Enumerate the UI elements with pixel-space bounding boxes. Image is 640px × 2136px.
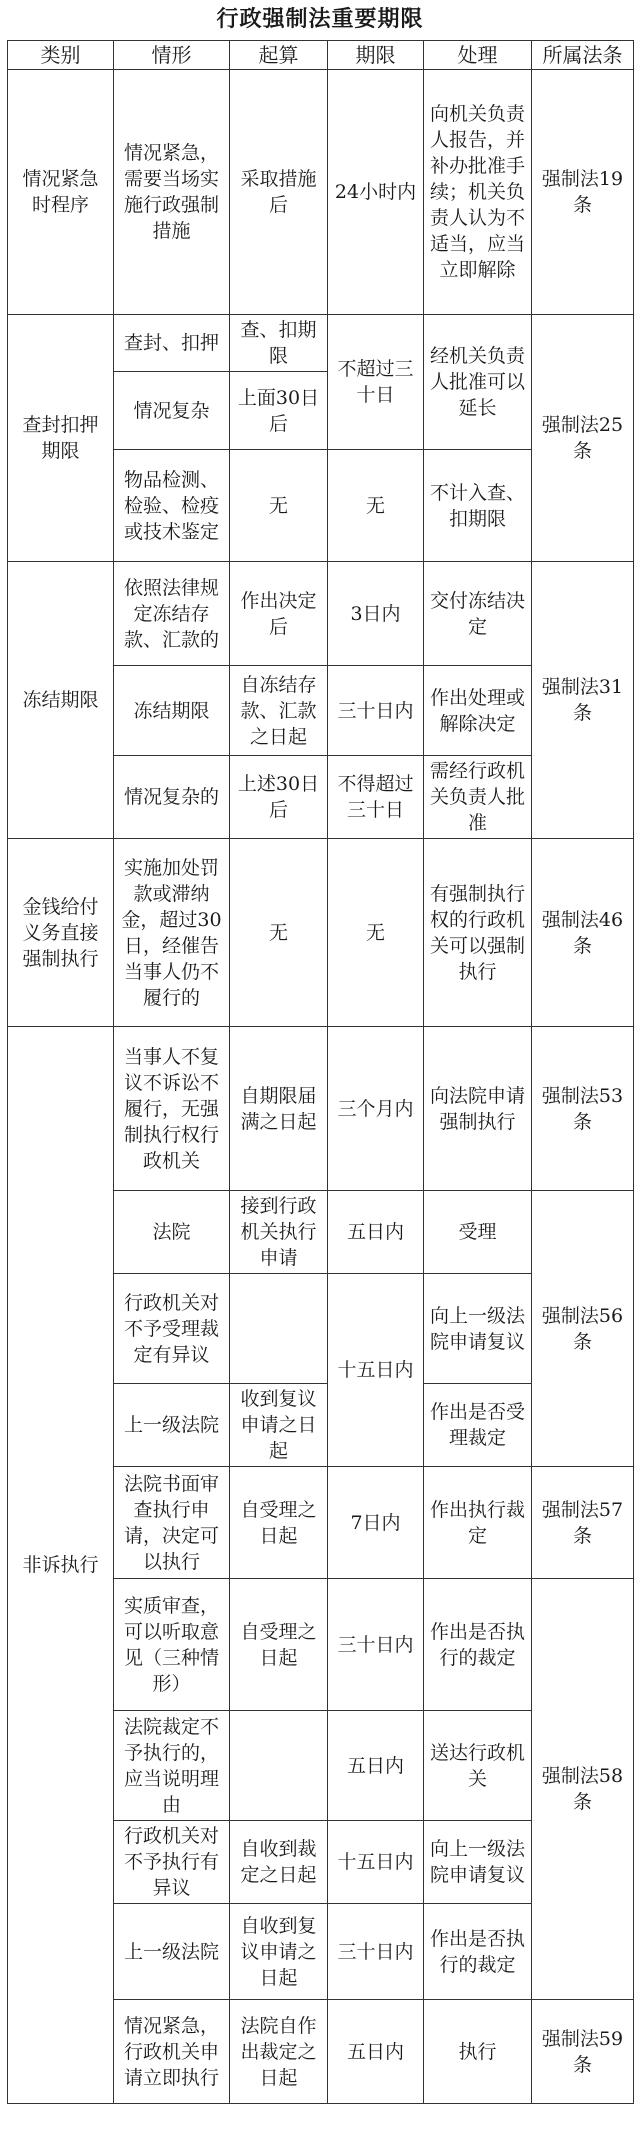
start-cell: 采取措施后 bbox=[230, 70, 328, 315]
handling-cell: 经机关负责人批准可以延长 bbox=[424, 315, 532, 450]
situation-cell: 情况紧急，需要当场实施行政强制措施 bbox=[114, 70, 230, 315]
situation-cell: 法院书面审查执行申请，决定可以执行 bbox=[114, 1467, 230, 1579]
handling-cell: 执行 bbox=[424, 2000, 532, 2104]
start-cell: 查、扣期限 bbox=[230, 315, 328, 372]
law-cell: 强制法19条 bbox=[532, 70, 634, 315]
period-cell: 无 bbox=[328, 839, 424, 1027]
law-cell: 强制法59条 bbox=[532, 2000, 634, 2104]
situation-cell: 行政机关对不予受理裁定有异议 bbox=[114, 1274, 230, 1384]
category-cell: 金钱给付义务直接强制执行 bbox=[8, 839, 114, 1027]
situation-cell: 当事人不复议不诉讼不履行，无强制执行权行政机关 bbox=[114, 1027, 230, 1191]
period-cell: 3日内 bbox=[328, 562, 424, 666]
handling-cell: 向上一级法院申请复议 bbox=[424, 1821, 532, 1904]
situation-cell: 实质审查，可以听取意见（三种情形） bbox=[114, 1579, 230, 1711]
start-cell: 无 bbox=[230, 450, 328, 562]
table-row bbox=[8, 315, 634, 372]
law-cell: 强制法58条 bbox=[532, 1579, 634, 2000]
law-cell: 强制法53条 bbox=[532, 1027, 634, 1191]
period-cell: 7日内 bbox=[328, 1467, 424, 1579]
header-start: 起算 bbox=[230, 41, 328, 70]
handling-cell: 受理 bbox=[424, 1191, 532, 1274]
start-cell: 上面30日后 bbox=[230, 372, 328, 450]
start-cell bbox=[230, 1274, 328, 1384]
category-cell: 冻结期限 bbox=[8, 562, 114, 839]
situation-cell: 行政机关对不予执行有异议 bbox=[114, 1821, 230, 1904]
table-row bbox=[8, 1027, 634, 1191]
handling-cell: 作出是否执行的裁定 bbox=[424, 1904, 532, 2000]
handling-cell: 作出处理或解除决定 bbox=[424, 666, 532, 756]
situation-cell: 情况复杂的 bbox=[114, 756, 230, 839]
period-cell: 三十日内 bbox=[328, 1904, 424, 2000]
header-period: 期限 bbox=[328, 41, 424, 70]
start-cell: 自期限届满之日起 bbox=[230, 1027, 328, 1191]
handling-cell: 作出是否执行的裁定 bbox=[424, 1579, 532, 1711]
situation-cell: 冻结期限 bbox=[114, 666, 230, 756]
period-cell: 24小时内 bbox=[328, 70, 424, 315]
start-cell: 自收到裁定之日起 bbox=[230, 1821, 328, 1904]
situation-cell: 法院 bbox=[114, 1191, 230, 1274]
category-cell: 非诉执行 bbox=[8, 1027, 114, 2104]
handling-cell: 作出执行裁定 bbox=[424, 1467, 532, 1579]
handling-cell: 不计入查、扣期限 bbox=[424, 450, 532, 562]
law-cell: 强制法46条 bbox=[532, 839, 634, 1027]
start-cell: 收到复议申请之日起 bbox=[230, 1384, 328, 1467]
deadline-table bbox=[7, 40, 634, 2104]
period-cell: 十五日内 bbox=[328, 1821, 424, 1904]
period-cell: 五日内 bbox=[328, 1711, 424, 1821]
handling-cell: 向机关负责人报告，并补办批准手续；机关负责人认为不适当，应当立即解除 bbox=[424, 70, 532, 315]
page-title: 行政强制法重要期限 bbox=[216, 7, 424, 32]
situation-cell: 情况紧急，行政机关申请立即执行 bbox=[114, 2000, 230, 2104]
situation-cell: 依照法律规定冻结存款、汇款的 bbox=[114, 562, 230, 666]
period-cell: 十五日内 bbox=[328, 1274, 424, 1467]
table-row bbox=[8, 839, 634, 1027]
period-cell: 不得超过三十日 bbox=[328, 756, 424, 839]
handling-cell: 交付冻结决定 bbox=[424, 562, 532, 666]
law-cell: 强制法25条 bbox=[532, 315, 634, 562]
start-cell bbox=[230, 1711, 328, 1821]
category-cell: 查封扣押期限 bbox=[8, 315, 114, 562]
start-cell: 无 bbox=[230, 839, 328, 1027]
handling-cell: 需经行政机关负责人批准 bbox=[424, 756, 532, 839]
period-cell: 不超过三十日 bbox=[328, 315, 424, 450]
handling-cell: 送达行政机关 bbox=[424, 1711, 532, 1821]
situation-cell: 法院裁定不予执行的，应当说明理由 bbox=[114, 1711, 230, 1821]
start-cell: 上述30日后 bbox=[230, 756, 328, 839]
situation-cell: 查封、扣押 bbox=[114, 315, 230, 372]
period-cell: 三个月内 bbox=[328, 1027, 424, 1191]
header-law: 所属法条 bbox=[532, 41, 634, 70]
period-cell: 三十日内 bbox=[328, 1579, 424, 1711]
handling-cell: 作出是否受理裁定 bbox=[424, 1384, 532, 1467]
category-cell: 情况紧急时程序 bbox=[8, 70, 114, 315]
table-row bbox=[8, 562, 634, 666]
start-cell: 接到行政机关执行申请 bbox=[230, 1191, 328, 1274]
situation-cell: 上一级法院 bbox=[114, 1904, 230, 2000]
header-category: 类别 bbox=[8, 41, 114, 70]
period-cell: 无 bbox=[328, 450, 424, 562]
situation-cell: 物品检测、检验、检疫或技术鉴定 bbox=[114, 450, 230, 562]
period-cell: 五日内 bbox=[328, 1191, 424, 1274]
table-row bbox=[8, 70, 634, 315]
start-cell: 自冻结存款、汇款之日起 bbox=[230, 666, 328, 756]
law-cell: 强制法57条 bbox=[532, 1467, 634, 1579]
period-cell: 五日内 bbox=[328, 2000, 424, 2104]
law-cell: 强制法56条 bbox=[532, 1191, 634, 1467]
handling-cell: 向上一级法院申请复议 bbox=[424, 1274, 532, 1384]
start-cell: 法院自作出裁定之日起 bbox=[230, 2000, 328, 2104]
situation-cell: 上一级法院 bbox=[114, 1384, 230, 1467]
situation-cell: 实施加处罚款或滞纳金，超过30日，经催告当事人仍不履行的 bbox=[114, 839, 230, 1027]
header-situation: 情形 bbox=[114, 41, 230, 70]
start-cell: 自受理之日起 bbox=[230, 1579, 328, 1711]
law-cell: 强制法31条 bbox=[532, 562, 634, 839]
start-cell: 自受理之日起 bbox=[230, 1467, 328, 1579]
period-cell: 三十日内 bbox=[328, 666, 424, 756]
situation-cell: 情况复杂 bbox=[114, 372, 230, 450]
start-cell: 作出决定后 bbox=[230, 562, 328, 666]
start-cell: 自收到复议申请之日起 bbox=[230, 1904, 328, 2000]
handling-cell: 有强制执行权的行政机关可以强制执行 bbox=[424, 839, 532, 1027]
handling-cell: 向法院申请强制执行 bbox=[424, 1027, 532, 1191]
header-row bbox=[8, 41, 634, 70]
header-handling: 处理 bbox=[424, 41, 532, 70]
